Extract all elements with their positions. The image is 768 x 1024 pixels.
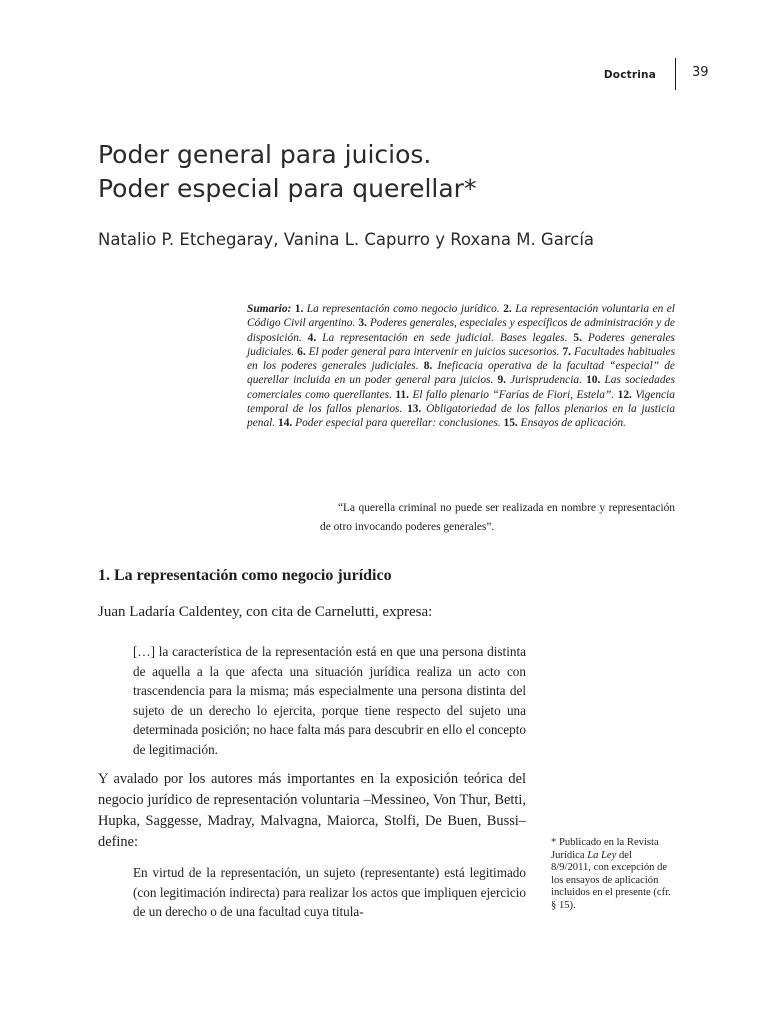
title-line-2: Poder especial para querellar* <box>98 174 477 203</box>
summary-item-text: Las sociedades comerciales como querellantes. <box>247 374 676 401</box>
summary-item-number: 11. <box>395 388 409 401</box>
section-label: Doctrina <box>603 69 656 81</box>
section-heading: 1. La representación como negocio jurídico <box>98 567 392 584</box>
intro-paragraph: Juan Ladaría Caldentey, con cita de Carnelutti, expresa: <box>98 604 433 620</box>
summary-item-number: 10. <box>586 374 601 387</box>
summary-item-text: Poderes generales judiciales. <box>247 331 675 358</box>
summary-item-text: Jurisprudencia. <box>510 374 582 387</box>
summary-item-text: La representación voluntaria en el Código Civil argentino. <box>247 303 675 330</box>
summary-item-text: Vigencia temporal de los fallos plenarios. <box>247 388 675 416</box>
footnote-text-post: del 8/9/2011, con excepción de los ensayos de aplicación incluidos en el presente (cfr. § 15). <box>551 849 671 911</box>
summary-item-text: Poderes generales, especiales y específicos de administración y de disposición. <box>247 317 675 344</box>
summary-item-text: Ensayos de aplicación. <box>520 417 626 430</box>
summary-item-number: 15. <box>503 417 518 430</box>
article-title <box>98 138 698 206</box>
summary-item-number: 5. <box>573 331 582 344</box>
summary-item-number: 12. <box>617 388 632 401</box>
page-header <box>0 58 768 92</box>
body-paragraph: Y avalado por los autores más importantes en la exposición teórica del negocio jurídico de representación voluntaria –Messineo, Von Thur, Betti, Hupka, Saggesse, Madray, Malvagna, Maiorca, Stolfi, De Buen, Bussi– define: <box>98 771 526 850</box>
summary-item-text: El fallo plenario “Farías de Fiori, Estela”. <box>412 388 615 401</box>
summary-item-number: 6. <box>297 345 306 358</box>
header-divider <box>675 58 676 90</box>
summary-item-text: Ineficacia operativa de la facultad “especial” de querellar incluida en un poder general para juicios. <box>247 360 675 387</box>
summary-item-text: Obligatoriedad de los fallos plenarios en la justicia penal. <box>247 403 676 430</box>
summary-item-text: Poder especial para querellar: conclusiones. <box>295 417 501 430</box>
epigraph-quote: “La querella criminal no puede ser realizada en nombre y representación de otro invocando poderes generales”. <box>320 502 675 533</box>
article-authors: Natalio P. Etchegaray, Vanina L. Capurro y Roxana M. García <box>98 230 595 249</box>
block-quote: […] la característica de la representación está en que una persona distinta de aquella a la que afecta una situación jurídica realiza un acto con trascendencia para la misma; más especialmente una persona distinta del sujeto de un derecho lo ejercita, porque tiene respecto del sujeto una determinada posición; no hace falta más para descubrir en ello el concepto de legitimación. <box>133 644 526 757</box>
summary-item-number: 7. <box>562 345 571 358</box>
summary-item-number: 8. <box>423 360 433 373</box>
summary-item-text: Facultades habituales en los poderes generales judiciales. <box>247 345 676 373</box>
footnote <box>551 837 671 913</box>
title-line-1: Poder general para juicios. <box>98 140 432 169</box>
page-number: 39 <box>692 65 709 80</box>
summary-item-text: La representación en sede judicial. Bases legales. <box>322 331 568 344</box>
summary-item-text: La representación como negocio jurídico. <box>306 303 500 315</box>
summary-item-number: 4. <box>307 331 317 344</box>
summary-item-number: 1. <box>294 303 304 315</box>
summary-item-number: 3. <box>358 317 367 330</box>
footnote-text-pre: * Publicado en la Revista Jurídica <box>551 837 659 861</box>
summary-item-number: 2. <box>503 303 512 315</box>
summary-item-number: 13. <box>407 403 422 416</box>
footnote-journal: La Ley <box>587 849 617 861</box>
summary-item-number: 9. <box>497 374 506 387</box>
summary-item-text: El poder general para intervenir en juicios sucesorios. <box>308 345 560 358</box>
block-quote-2: En virtud de la representación, un sujeto (representante) está legitimado (con legitimación indirecta) para realizar los actos que impliquen ejercicio de un derecho o de una facultad cuya titula- <box>133 865 526 920</box>
summary-label: Sumario: <box>247 303 292 315</box>
summary-item-number: 14. <box>278 417 293 430</box>
summary <box>247 302 675 431</box>
